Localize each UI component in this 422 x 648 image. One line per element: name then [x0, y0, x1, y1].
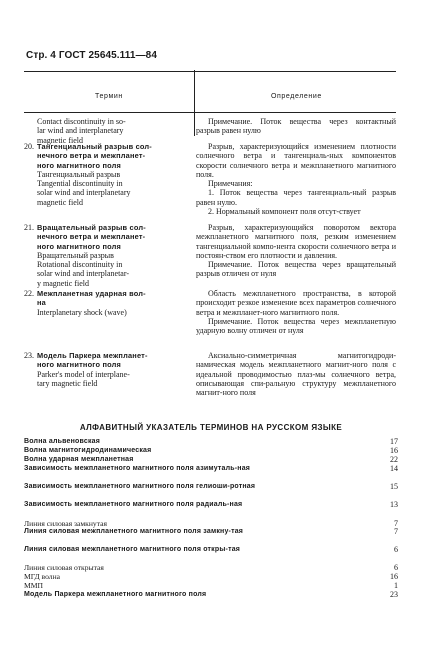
index-page-number: 23 [390, 590, 398, 599]
index-item [24, 455, 404, 464]
term-russian-line: нечного ветра и межпланет- [37, 232, 146, 242]
term-line: lar wind and interplanetary [37, 126, 124, 136]
definition-paragraph: Область межпланетного пространства, в которой происходит резкое изменение всех параметров солнечного ветра и межпланет-ного магнитного поля. [196, 289, 396, 317]
table-top-rule [24, 71, 396, 72]
index-term: Модель Паркера межпланетного магнитного поля [24, 591, 207, 598]
table-header-rule [24, 112, 396, 113]
index-item [24, 464, 404, 473]
definition-paragraph: 1. Поток вещества через тангенциаль-ный разрыв равен нулю. [196, 188, 396, 207]
index-term: Линия силовая межпланетного магнитного поля откры-тая [24, 546, 241, 553]
term-cell [24, 117, 200, 145]
term-line: Tangential discontinuity in [37, 179, 123, 189]
term-cell [24, 142, 200, 207]
index-term: Волна альвеновская [24, 438, 101, 445]
index-term: Линия силовая межпланетного магнитного поля замкну-тая [24, 528, 244, 535]
index-term: МГД волна [24, 572, 61, 581]
term-line: Rotational discontinuity in [37, 260, 123, 270]
definition-paragraph: 2. Нормальный компонент поля отсут-ствует [208, 207, 361, 217]
index-page-number: 22 [390, 455, 398, 464]
term-line: magnetic field [37, 135, 83, 145]
index-term: Линия силовая замкнутая [24, 519, 108, 528]
definition-cell [196, 117, 396, 136]
index-term: ММП [24, 581, 43, 590]
term-line: Вращательный разрыв [37, 250, 114, 260]
index-item [24, 500, 404, 509]
page-header: Стр. 4 ГОСТ 25645.111—84 [26, 50, 157, 61]
term-line: Тангенциальный разрыв [37, 169, 121, 179]
index-item [24, 563, 404, 572]
definition-paragraph: Разрыв, характеризующийся поворотом вектора межпланетного магнитного поля, резким изменением тангенциальной компо-нента скорости солнечного ветра и постоян-ством его плотности и давления. [196, 223, 396, 260]
term-russian-line: Тангенциальный разрыв сол- [37, 142, 152, 151]
index-item [24, 437, 404, 446]
index-page-number: 17 [390, 437, 398, 446]
term-line: magnetic field [37, 197, 83, 207]
term-number: 21. [24, 223, 34, 232]
term-line: tary magnetic field [37, 378, 98, 388]
index-term: Зависимость межпланетного магнитного поля радиаль-ная [24, 501, 243, 508]
index-term: Линия силовая открытая [24, 563, 104, 572]
term-russian-line: Межпланетная ударная вол- [37, 289, 146, 298]
index-page-number: 6 [394, 545, 398, 554]
index-item [24, 545, 404, 554]
index-page-number: 7 [394, 519, 398, 528]
term-russian-line: на [37, 298, 46, 308]
index-page-number: 14 [390, 464, 398, 473]
definition-paragraph: Примечание. Поток вещества через вращательный разрыв отличен от нуля [196, 260, 396, 279]
definition-paragraph: Примечание. Поток вещества через межпланетную ударную волну отличен от нуля [196, 316, 396, 336]
term-line: y magnetic field [37, 278, 89, 288]
definition-cell [196, 289, 396, 335]
column-header-definition: Определение [271, 93, 322, 100]
column-header-term: Термин [95, 93, 123, 100]
term-line: Contact discontinuity in so- [37, 117, 126, 126]
definition-paragraph: Разрыв, характеризующийся изменением плотности солнечного ветра и тангенциаль-ных компонентов скорости солнечного ветра и межпланетного магнитного поля. [196, 142, 396, 179]
definition-cell [196, 223, 396, 279]
index-page-number: 7 [394, 527, 398, 536]
index-item [24, 572, 404, 581]
term-russian-line: ного магнитного поля [37, 160, 122, 170]
index-item [24, 527, 404, 536]
term-number: 23. [24, 351, 34, 360]
term-russian-line: ного магнитного поля [37, 360, 122, 370]
definition-paragraph: Примечание. Поток вещества через контактный разрыв равен нулю [196, 117, 396, 136]
index-item [24, 590, 404, 599]
index-item [24, 446, 404, 455]
index-item [24, 581, 404, 590]
term-number: 22. [24, 289, 34, 298]
index-page-number: 1 [394, 581, 398, 590]
index-term: Зависимость межпланетного магнитного поля гелиоши-ротная [24, 483, 256, 490]
term-line: Parker's model of interplane- [37, 369, 130, 379]
definition-paragraph: Аксиально-симметричная магнитогидроди-намическая модель межпланетного магнит-ного поля с идеальной проводимостью плаз-мы солнечного ветра, описывающая спи-ральную структуру межпланетного магнит-ного поля [196, 351, 396, 398]
index-term: Зависимость межпланетного магнитного поля азимуталь-ная [24, 465, 251, 472]
index-page-number: 13 [390, 500, 398, 509]
term-cell [24, 289, 200, 317]
index-page-number: 16 [390, 446, 398, 455]
index-title: АЛФАВИТНЫЙ УКАЗАТЕЛЬ ТЕРМИНОВ НА РУССКОМ ЯЗЫКЕ [79, 423, 343, 432]
index-item [24, 482, 404, 491]
term-russian-line: Модель Паркера межпланет- [37, 351, 148, 360]
definition-cell [196, 351, 396, 397]
index-page-number: 15 [390, 482, 398, 491]
definition-paragraph: Примечания: [208, 179, 253, 189]
term-cell [24, 351, 200, 388]
index-term: Волна магнитогидродинамическая [24, 447, 152, 454]
term-russian-line: ного магнитного поля [37, 241, 122, 251]
term-russian-line: Вращательный разрыв сол- [37, 223, 146, 232]
term-line: solar wind and interplanetar- [37, 269, 130, 279]
term-russian-line: нечного ветра и межпланет- [37, 151, 146, 161]
index-page-number: 16 [390, 572, 398, 581]
term-line: Interplanetary shock (wave) [37, 307, 127, 317]
definition-cell [196, 142, 396, 216]
index-page-number: 6 [394, 563, 398, 572]
term-line: solar wind and interplanetary [37, 188, 131, 198]
term-number: 20. [24, 142, 34, 151]
term-cell [24, 223, 200, 288]
index-term: Волна ударная межпланетная [24, 456, 134, 463]
